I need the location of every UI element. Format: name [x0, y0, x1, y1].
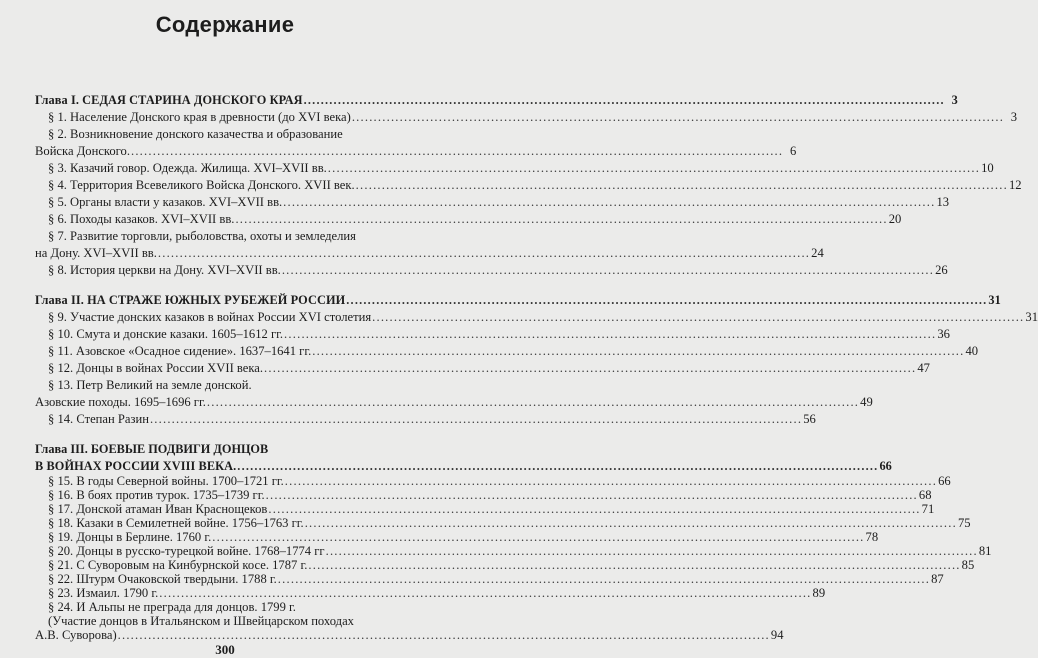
chapter-3-heading-line1: Глава III. БОЕВЫЕ ПОДВИГИ ДОНЦОВ	[35, 442, 269, 456]
toc-entry-s3	[48, 161, 994, 175]
entry-label: Азовские походы. 1695–1696 гг.	[35, 395, 206, 409]
entry-page: 56	[803, 412, 816, 426]
toc-entry-s24-line2: (Участие донцов в Итальянском и Швейцарском походах	[48, 614, 354, 628]
leader-dots	[237, 459, 878, 473]
entry-label: § 4. Территория Всевеликого Войска Донского. XVII век.	[48, 178, 355, 192]
entry-page: 66	[938, 474, 951, 488]
entry-label: § 12. Донцы в войнах России XVII века.	[48, 361, 264, 375]
toc-entry-s16	[48, 488, 932, 502]
toc-entry-s2	[35, 144, 797, 158]
chapter-3-heading: В ВОЙНАХ РОССИИ XVIII ВЕКА.	[35, 459, 237, 473]
entry-page: 81	[978, 544, 992, 558]
toc-entry-s20	[48, 544, 992, 558]
toc-entry-s14	[48, 412, 816, 426]
leader-dots	[207, 395, 859, 409]
leader-dots	[158, 246, 810, 260]
toc-entry-s4	[48, 178, 1022, 192]
leader-dots	[282, 263, 934, 277]
leader-dots	[346, 293, 987, 307]
entry-label: § 18. Казаки в Семилетней войне. 1756–1763 гг.	[48, 516, 304, 530]
entry-page: 68	[918, 488, 932, 502]
toc-entry-s9	[48, 310, 1038, 324]
leader-dots	[150, 412, 802, 426]
toc-entry-s5	[48, 195, 950, 209]
toc-entry-s6	[48, 212, 902, 226]
toc-entry-s1	[48, 110, 1018, 124]
leader-dots	[356, 178, 1008, 192]
leader-dots	[118, 628, 770, 642]
entry-label: § 8. История церкви на Дону. XVI–XVII вв.	[48, 263, 281, 277]
toc-entry-s21	[48, 558, 975, 572]
entry-label: § 15. В годы Северной войны. 1700–1721 гг.	[48, 474, 284, 488]
leader-dots	[326, 544, 978, 558]
leader-dots	[372, 310, 1024, 324]
entry-page: 49	[860, 395, 873, 409]
entry-label: § 5. Органы власти у казаков. XVI–XVII вв.	[48, 195, 283, 209]
toc-entry-s10	[48, 327, 950, 341]
leader-dots	[266, 488, 918, 502]
toc-entry-s13-line1: § 13. Петр Великий на земле донской.	[48, 378, 252, 392]
toc-entry-s13	[35, 395, 873, 409]
entry-page: 71	[921, 502, 935, 516]
leader-dots	[131, 144, 783, 158]
toc-entry-s19	[48, 530, 879, 544]
toc-entry-s18	[48, 516, 971, 530]
entry-page: 24	[811, 246, 824, 260]
leader-dots	[352, 110, 1004, 124]
entry-label: § 22. Штурм Очаковской твердыни. 1788 г.	[48, 572, 277, 586]
toc-entry-s8	[48, 263, 948, 277]
page-number: 300	[215, 642, 235, 657]
leader-dots	[284, 327, 936, 341]
leader-dots	[305, 516, 957, 530]
leader-dots	[264, 361, 916, 375]
entry-label: § 10. Смута и донские казаки. 1605–1612 гг.	[48, 327, 284, 341]
entry-page: 87	[931, 572, 944, 586]
leader-dots	[235, 212, 887, 226]
chapter-1-page: 3	[951, 93, 958, 107]
entry-label: § 21. С Суворовым на Кинбурнской косе. 1787 г.	[48, 558, 308, 572]
entry-label: § 1. Население Донского края в древности (до XVI века)	[48, 110, 351, 124]
entry-label: § 6. Походы казаков. XVI–XVII вв.	[48, 212, 235, 226]
toc-entry-s7-line1: § 7. Развитие торговли, рыболовства, охоты и земледелия	[48, 229, 356, 243]
entry-label: Войска Донского.	[35, 144, 130, 158]
entry-page: 36	[937, 327, 950, 341]
toc-entry-s15	[48, 474, 951, 488]
toc-entry-s12	[48, 361, 930, 375]
entry-page: 40	[965, 344, 979, 358]
entry-label: А.В. Суворова)	[35, 628, 117, 642]
chapter-2-entry	[35, 293, 1001, 307]
chapter-1-entry	[35, 93, 958, 107]
entry-page: 26	[935, 263, 948, 277]
toc-entry-s23	[48, 586, 826, 600]
toc-entry-s22	[48, 572, 944, 586]
toc-entry-s17	[48, 502, 935, 516]
entry-page: 75	[957, 516, 971, 530]
chapter-3-entry	[35, 459, 892, 473]
entry-label: § 20. Донцы в русско-турецкой войне. 1768–1774 гг	[48, 544, 325, 558]
toc-entry-s7	[35, 246, 824, 260]
entry-page: 78	[865, 530, 879, 544]
toc-entry-s2-line1: § 2. Возникновение донского казачества и образование	[48, 127, 343, 141]
toc-entry-s24	[35, 628, 784, 642]
entry-label: на Дону. XVI–XVII вв.	[35, 246, 157, 260]
entry-page: 89	[812, 586, 826, 600]
toc-entry-s24-line1: § 24. И Альпы не преграда для донцов. 1799 г.	[48, 600, 296, 614]
entry-label: § 3. Казачий говор. Одежда. Жилища. XVI–XVII вв.	[48, 161, 327, 175]
leader-dots	[328, 161, 980, 175]
entry-label: § 16. В боях против турок. 1735–1739 гг.	[48, 488, 265, 502]
leader-dots	[285, 474, 937, 488]
entry-label: § 11. Азовское «Осадное сидение». 1637–1641 гг.	[48, 344, 312, 358]
entry-label: § 17. Донской атаман Иван Краснощеков	[48, 502, 268, 516]
leader-dots	[268, 502, 920, 516]
leader-dots	[212, 530, 864, 544]
leader-dots	[159, 586, 811, 600]
leader-dots	[283, 195, 935, 209]
entry-page: 13	[936, 195, 950, 209]
chapter-3-page: 66	[879, 459, 892, 473]
page-title: Содержание	[155, 12, 295, 37]
chapter-2-heading: Глава II. НА СТРАЖЕ ЮЖНЫХ РУБЕЖЕЙ РОССИИ	[35, 293, 346, 307]
entry-page: 3	[1010, 110, 1018, 124]
leader-dots	[278, 572, 930, 586]
entry-label: § 9. Участие донских казаков в войнах России XVI столетия	[48, 310, 372, 324]
leader-dots	[304, 93, 945, 107]
leader-dots	[312, 344, 964, 358]
leader-dots	[308, 558, 960, 572]
chapter-1-heading: Глава I. СЕДАЯ СТАРИНА ДОНСКОГО КРАЯ	[35, 93, 303, 107]
entry-page: 47	[917, 361, 930, 375]
entry-page: 6	[789, 144, 797, 158]
entry-page: 20	[888, 212, 902, 226]
entry-page: 10	[981, 161, 994, 175]
entry-page: 31	[1025, 310, 1038, 324]
entry-label: § 19. Донцы в Берлине. 1760 г.	[48, 530, 212, 544]
toc-entry-s11	[48, 344, 979, 358]
entry-label: § 14. Степан Разин	[48, 412, 149, 426]
entry-page: 12	[1008, 178, 1022, 192]
entry-page: 85	[961, 558, 975, 572]
chapter-2-page: 31	[988, 293, 1001, 307]
entry-page: 94	[770, 628, 784, 642]
entry-label: § 23. Измаил. 1790 г.	[48, 586, 159, 600]
